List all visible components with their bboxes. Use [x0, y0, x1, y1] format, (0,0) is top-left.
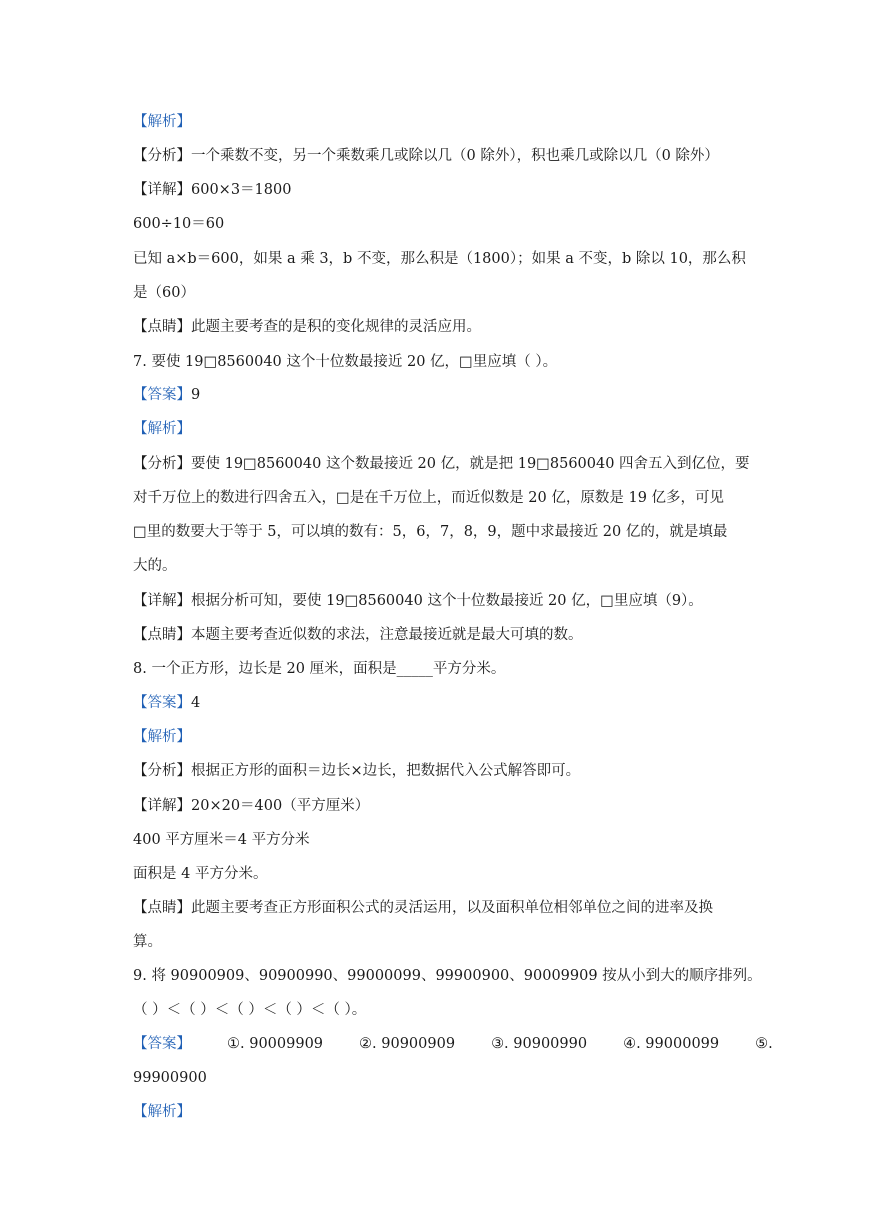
detail-q8: 【详解】20×20＝400（平方厘米） [133, 798, 370, 814]
analysis-q6: 【分析】一个乘数不变，另一个乘数乘几或除以几（0 除外），积也乘几或除以几（0 除外） [133, 148, 719, 164]
detail-q8-line3: 面积是 4 平方分米。 [133, 866, 268, 882]
answer-q9 [133, 1034, 773, 1054]
answer-q8 [133, 693, 200, 713]
answer-item-2: ②. 90900909 [359, 1036, 456, 1052]
comment-q7: 【点睛】本题主要考查近似数的求法，注意最接近就是最大可填的数。 [133, 627, 583, 643]
answer-item-5: ⑤. [755, 1036, 773, 1052]
answer-value: 9 [191, 387, 201, 403]
jiexi-heading-3: 【解析】 [133, 729, 191, 745]
analysis-q7-line2: 对千万位上的数进行四舍五入，□是在千万位上，而近似数是 20 亿，原数是 19 亿多，可见 [133, 490, 725, 506]
comment-q8: 【点睛】此题主要考查正方形面积公式的灵活运用，以及面积单位相邻单位之间的进率及换 [133, 900, 713, 916]
question-7: 7. 要使 19□8560040 这个十位数最接近 20 亿，□里应填（ ）。 [133, 354, 558, 370]
comment-q8-line2: 算。 [133, 934, 162, 950]
answer-tag: 【答案】 [133, 387, 191, 403]
answer-item-3: ③. 90900990 [491, 1036, 588, 1052]
answer-tag: 【答案】 [133, 695, 191, 711]
answer-q7 [133, 385, 200, 405]
question-9-blanks: （ ）＜（ ）＜（ ）＜（ ）＜（ ）。 [133, 1002, 367, 1018]
jiexi-heading-2: 【解析】 [133, 421, 191, 437]
detail-q8-line2: 400 平方厘米＝4 平方分米 [133, 832, 310, 848]
answer-value: 4 [191, 695, 201, 711]
question-9: 9. 将 90900909、90900990、99000099、99900900、90009909 按从小到大的顺序排列。 [133, 968, 762, 984]
analysis-q7-line4: 大的。 [133, 558, 177, 574]
analysis-q8: 【分析】根据正方形的面积＝边长×边长，把数据代入公式解答即可。 [133, 763, 581, 779]
detail-q6-line2: 600÷10＝60 [133, 216, 225, 232]
detail-q7: 【详解】根据分析可知，要使 19□8560040 这个十位数最接近 20 亿，□里应填（9）。 [133, 593, 703, 609]
detail-q6: 【详解】600×3＝1800 [133, 182, 292, 198]
question-8: 8. 一个正方形，边长是 20 厘米，面积是_____平方分米。 [133, 661, 506, 677]
analysis-q7-line3: □里的数要大于等于 5，可以填的数有：5，6，7，8，9，题中求最接近 20 亿的，就是填最 [133, 524, 728, 540]
jiexi-heading-4: 【解析】 [133, 1104, 191, 1120]
answer-tag: 【答案】 [133, 1036, 191, 1052]
comment-q6: 【点睛】此题主要考查的是积的变化规律的灵活应用。 [133, 319, 481, 335]
answer-item-4: ④. 99000099 [623, 1036, 720, 1052]
answer-q9-line2: 99900900 [133, 1070, 207, 1086]
detail-q6-line3: 已知 a×b＝600，如果 a 乘 3，b 不变，那么积是（1800）；如果 a 不变，b 除以 10，那么积 [133, 251, 746, 267]
answer-item-1: ①. 90009909 [227, 1036, 324, 1052]
detail-q6-line4: 是（60） [133, 285, 195, 301]
analysis-q7: 【分析】要使 19□8560040 这个数最接近 20 亿，就是把 19□8560040 四舍五入到亿位，要 [133, 456, 750, 472]
jiexi-heading-1: 【解析】 [133, 114, 191, 130]
